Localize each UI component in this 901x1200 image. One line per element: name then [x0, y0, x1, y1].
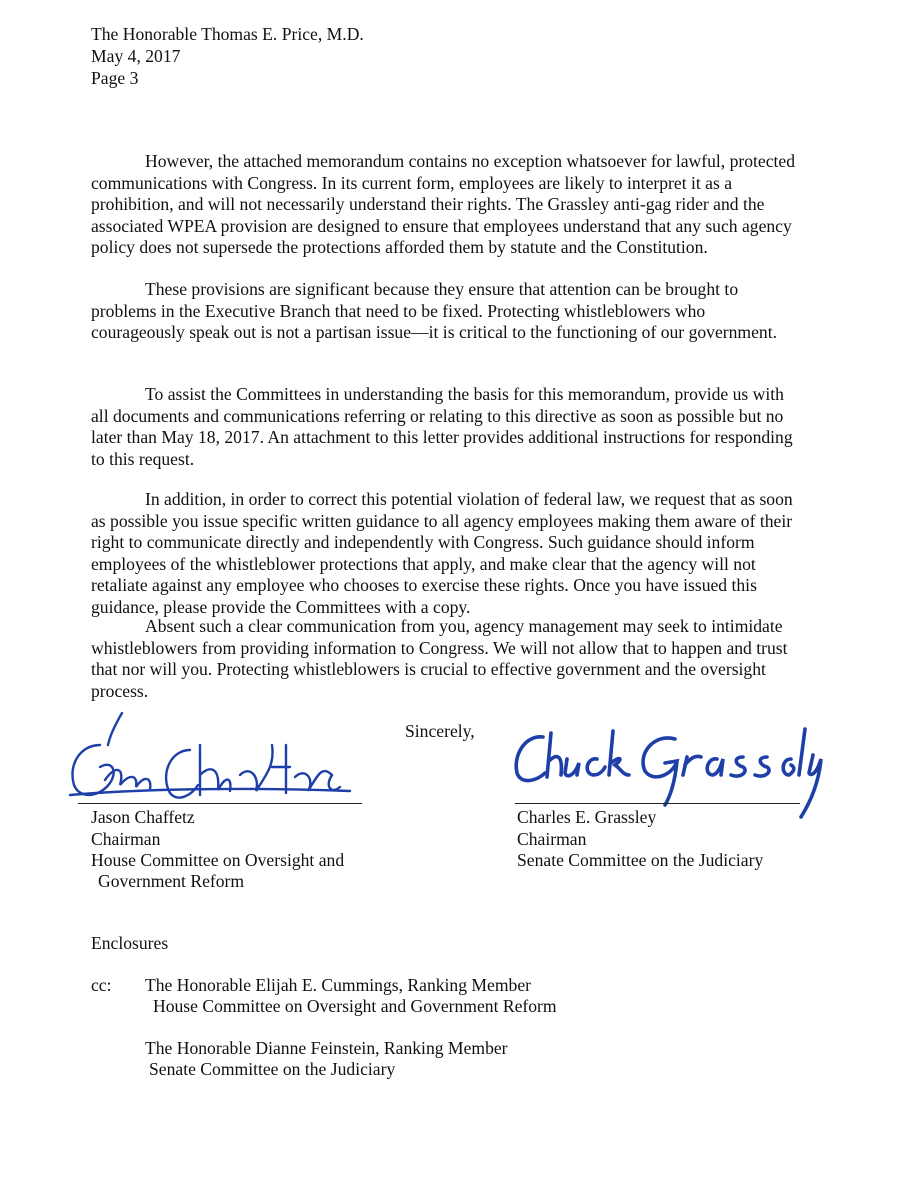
closing: Sincerely,: [405, 721, 475, 741]
signatory-name: Jason Chaffetz: [91, 807, 195, 827]
recipient: The Honorable Thomas E. Price, M.D.: [91, 24, 364, 44]
signature-chaffetz: [60, 705, 360, 810]
body-paragraph-4: In addition, in order to correct this potential violation of federal law, we request that as soon as possible you issue specific written guidance to all agency employees making them aware of their right to communicate directly and independently with Congress. Such guidance should inform employees of the whistleblower protections that apply, and make clear that the agency will not retaliate against any employee who chooses to exercise these rights. Once you have issued this guidance, please provide the Committees with a copy.: [91, 489, 793, 617]
cc-entry-2-line2: Senate Committee on the Judiciary: [149, 1059, 396, 1079]
signatory-committee: Senate Committee on the Judiciary: [517, 850, 764, 870]
cc-label: cc:: [91, 975, 112, 995]
signature-line-left: [78, 803, 362, 804]
cc-entry-2-line1: The Honorable Dianne Feinstein, Ranking Member: [145, 1038, 508, 1058]
enclosures-label: Enclosures: [91, 933, 169, 953]
body-paragraph-3: To assist the Committees in understanding the basis for this memorandum, provide us with all documents and communications referring or relating to this directive as soon as possible but no later than May 18, 2017. An attachment to this letter provides additional instructions for responding to this request.: [91, 384, 793, 469]
cc-entry-1-line1: The Honorable Elijah E. Cummings, Ranking Member: [145, 975, 532, 995]
signatory-title: Chairman: [517, 829, 587, 849]
body-paragraph-2: These provisions are significant because they ensure that attention can be brought to problems in the Executive Branch that need to be fixed. Protecting whistleblowers who courageously speak out is not a partisan issue—it is critical to the functioning of our government.: [91, 279, 778, 343]
cc-entry-1-line2: House Committee on Oversight and Government Reform: [153, 996, 557, 1016]
body-paragraph-1: However, the attached memorandum contains no exception whatsoever for lawful, protected communications with Congress. In its current form, employees are likely to interpret it as a prohibition, and will not necessarily understand their rights. The Grassley anti-gag rider and the associated WPEA provision are designed to ensure that employees understand that any such agency policy does not supersede the protections afforded them by statute and the Constitution.: [91, 151, 796, 258]
signatory-committee-cont: Government Reform: [98, 871, 245, 891]
signatory-name: Charles E. Grassley: [517, 807, 657, 827]
letter-date: May 4, 2017: [91, 46, 181, 66]
signatory-committee: House Committee on Oversight and: [91, 850, 345, 870]
signature-line-right: [515, 803, 800, 804]
body-paragraph-5: Absent such a clear communication from you, agency management may seek to intimidate whistleblowers from providing information to Congress. We will not allow that to happen and trust that nor will you. Protecting whistleblowers is crucial to effective government and the oversight process.: [91, 616, 788, 701]
page-number: Page 3: [91, 68, 139, 88]
signatory-title: Chairman: [91, 829, 161, 849]
